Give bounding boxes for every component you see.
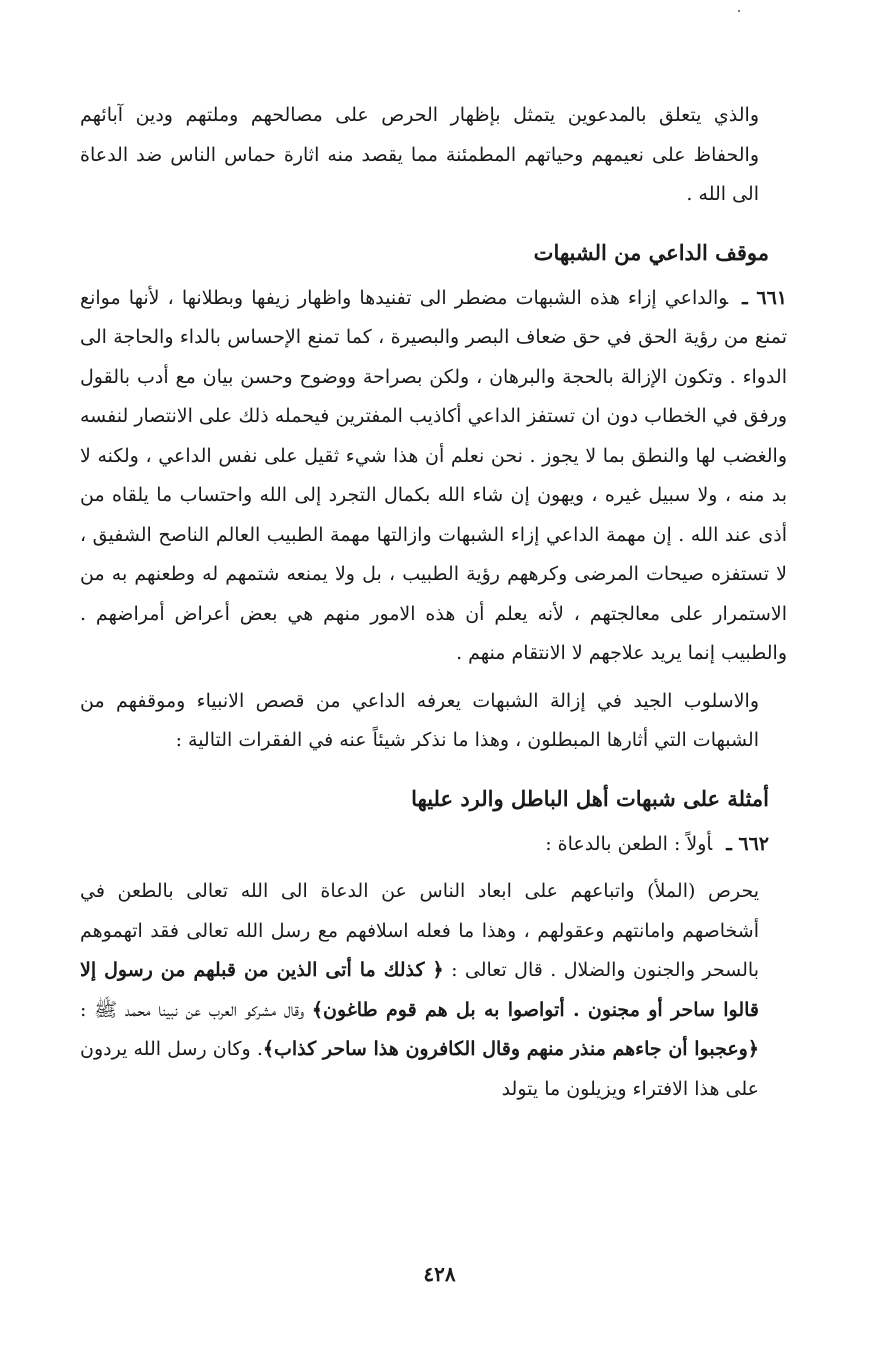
paragraph-number-661: ٦٦١ ـ [742, 286, 787, 309]
page-number: ٤٢٨ [423, 1262, 456, 1286]
paragraph-intro [80, 96, 787, 215]
paragraph-662-text-a: يحرص (الملأ) واتباعهم على ابعاد الناس عن الدعاة الى الله تعالى بالطعن في أشخاصهم وامانتهم وعقولهم ، وهذا ما فعله اسلافهم مع رسل الله تعالى فقد اتهموهم بالسحر والجنون والضلال . قال تعالى : [80, 880, 759, 981]
paragraph-662-title [80, 825, 787, 865]
quran-quote-2: ﴿وعجبوا أن جاءهم منذر منهم وقال الكافرون هذا ساحر كذاب﴾ [262, 1038, 759, 1060]
subheading-attack-on-preachers: أولاً : الطعن بالدعاة : [545, 832, 713, 855]
paragraph-661-text: والداعي إزاء هذه الشبهات مضطر الى تفنيدها واظهار زيفها وبطلانها ، لأنها موانع تمنع من رؤية الحق في حق ضعاف البصر والبصيرة ، كما تمنع الإحساس بالداء والحاجة الى الدواء . وتكون الإزالة بالحجة والبرهان ، ولكن بصراحة ووضوح وحسن بيان مع أدب بالقول ورفق في الخطاب دون ان تستفز الداعي أكاذيب المفترين فيحمله ذلك على الانتصار لنفسه والغضب لها والنطق بما لا يجوز . نحن نعلم أن هذا شيء ثقيل على نفس الداعي ، ولكنه لا بد منه ، ولا سبيل غيره ، ويهون إن شاء الله بكمال التجرد إلى الله واحتساب ما يلقاه من أذى عند الله . إن مهمة الداعي إزاء الشبهات وازالتها مهمة الطبيب العالم الناصح الشفيق ، لا تستفزه صيحات المرضى وكرههم رؤية الطبيب ، بل ولا يمنعه شتمهم له وطعنهم به من الاستمرار على معالجتهم ، لأنه يعلم أن هذه الامور منهم هي بعض أعراض أمراضهم . والطبيب إنما يريد علاجهم لا الانتقام منهم . [80, 286, 787, 664]
paragraph-method-text: والاسلوب الجيد في إزالة الشبهات يعرفه الداعي من قصص الانبياء وموقفهم من الشبهات التي أثارها المبطلون ، وهذا ما نذكر شيئاً عنه في الفقرات التالية : [80, 689, 759, 751]
paragraph-662 [80, 872, 787, 1109]
paragraph-662-text-c: . وكان رسل الله يردون على هذا الافتراء ويزيلون ما يتولد [80, 1038, 759, 1100]
paragraph-661 [80, 279, 787, 674]
section-heading-examples: أمثلة على شبهات أهل الباطل والرد عليها [411, 785, 769, 811]
paragraph-number-662: ٦٦٢ ـ [726, 832, 769, 855]
page-body [80, 96, 787, 1109]
scan-speck [738, 10, 740, 12]
section-heading-stance: موقف الداعي من الشبهات [533, 239, 769, 265]
quran-quote-1: ﴿ كذلك ما أتى الذين من قبلهم من رسول إلا قالوا ساحر أو مجنون . أتواصوا به بل هم قوم طاغون﴾ [80, 959, 759, 1021]
paragraph-method [80, 682, 787, 761]
paragraph-intro-text: والذي يتعلق بالمدعوين يتمثل بإظهار الحرص على مصالحهم وملتهم ودين آبائهم والحفاظ على نعيمهم وحياتهم المطمئنة مما يقصد منه اثارة حماس الناس ضد الدعاة الى الله . [80, 104, 759, 205]
paragraph-662-text-b: وقال مشركو العرب عن نبينا محمد ﷺ : [80, 998, 305, 1021]
